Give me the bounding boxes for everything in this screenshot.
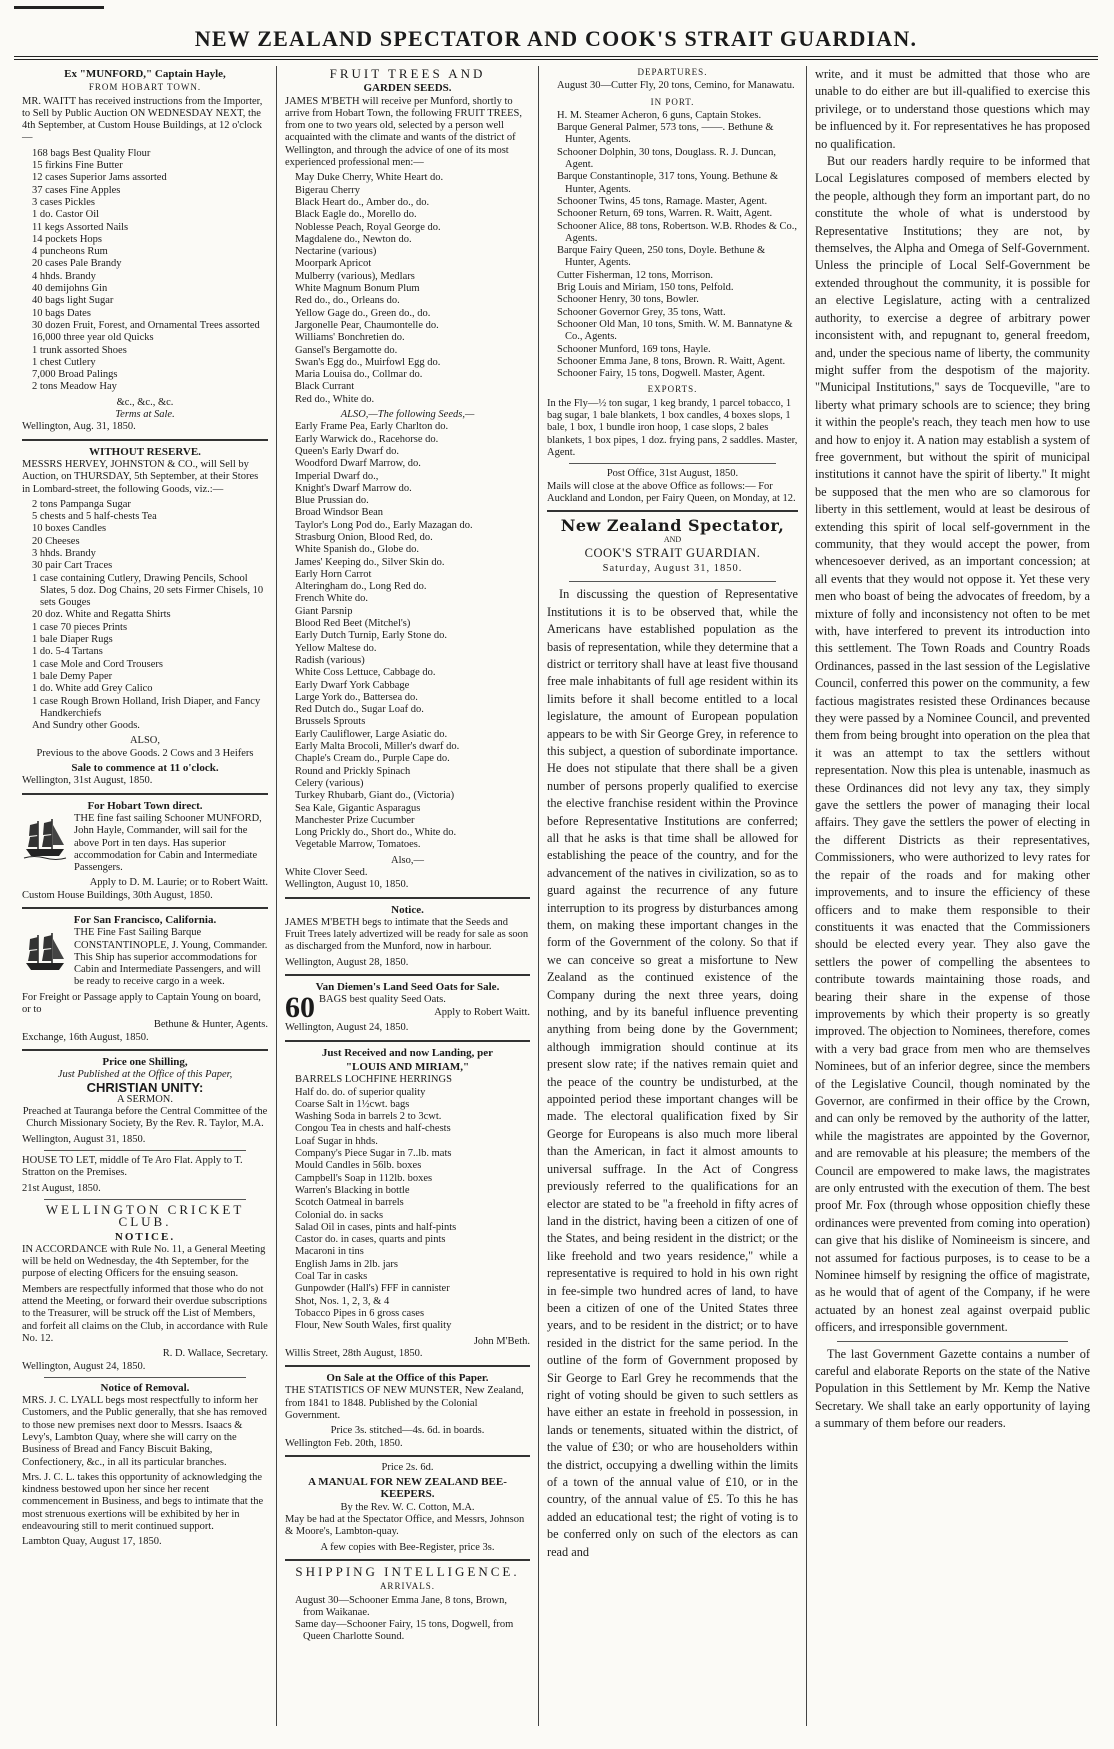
list-item: Brussels Sprouts (295, 716, 366, 728)
list-item: Blood Red Beet (Mitchel's) (295, 618, 411, 630)
divider (285, 1559, 530, 1561)
sailing-ship-icon (22, 815, 68, 861)
list-item: Loaf Sugar in hhds. (295, 1135, 378, 1147)
list-item: Long Prickly do., Short do., White do. (295, 827, 457, 839)
divider (22, 793, 268, 795)
list-item: Strasburg Onion, Blood Red, do. (295, 531, 433, 543)
list-item: Taylor's Long Pod do., Early Mazagan do. (295, 519, 473, 531)
list-item: Woodford Dwarf Marrow, do. (295, 458, 421, 470)
list-item: Williams' Bonchretien do. (295, 332, 405, 344)
author-line: By the Rev. W. C. Cotton, M.A. (340, 1501, 475, 1513)
san-francisco-ad (22, 914, 268, 1044)
list-item: 37 cases Fine Apples (32, 184, 121, 196)
list-item: 10 bags Dates (32, 307, 91, 319)
list-item: Shot, Nos. 1, 2, 3, & 4 (295, 1295, 390, 1307)
list-item: Schooner Twins, 45 tons, Ramage. Master, Agent. (557, 195, 768, 207)
list-item: 1 case containing Cutlery, Drawing Pencils, School Slates, 5 doz. Dog Chains, 20 sets Firmer Chisels, 10 sets Gouges (32, 572, 264, 609)
notice-heading: NOTICE. (114, 1230, 176, 1243)
ad-place: Custom House Buildings, 30th August, 1850. (22, 889, 213, 901)
bee-keepers-ad (285, 1462, 530, 1554)
christian-unity-ad (22, 1056, 268, 1146)
list-item: Campbell's Soap in 112lb. boxes (295, 1172, 433, 1184)
ad-text: JAMES M'BETH begs to intimate that the Seeds and Fruit Trees lately advertized will be ready for sale as soon as discharged from the Munford, now in harbour. (285, 916, 529, 953)
list-item: Round and Prickly Spinach (295, 765, 411, 777)
list-item: 3 hhds. Brandy (32, 547, 96, 559)
ad-title: Just Received and now Landing, per (321, 1046, 494, 1059)
list-item: 7,000 Broad Palings (32, 369, 118, 381)
divider (285, 1455, 530, 1457)
list-item: 5 chests and 5 half-chests Tea (32, 511, 157, 523)
also-heading: Also,— (391, 854, 424, 866)
ad-date: Exchange, 16th August, 1850. (22, 1031, 149, 1043)
seed-list (295, 421, 530, 851)
ad-title: Notice of Removal. (100, 1381, 190, 1394)
fruit-trees-ad (285, 68, 530, 892)
list-item: Half do. do. of superior quality (295, 1086, 426, 1098)
price-line: Price 3s. stitched—4s. 6d. in boards. (330, 1425, 485, 1437)
list-item: Early Dwarf York Cabbage (295, 679, 410, 691)
list-item: Colonial do. in sacks (295, 1209, 384, 1221)
list-item: Moorpark Apricot (295, 258, 372, 270)
divider (285, 1365, 530, 1367)
list-item: Vegetable Marrow, Tomatoes. (295, 839, 421, 851)
list-item: 3 cases Pickles (32, 196, 95, 208)
list-item: James' Keeping do., Silver Skin do. (295, 556, 445, 568)
ad-text: THE Fine Fast Sailing Barque CONSTANTINOPLE, J. Young, Commander. This Ship has superior accommodations for Cabin and Intermediate Passengers, and will be ready to receive cargo in a week. (74, 927, 268, 988)
list-item: Black Eagle do., Morello do. (295, 209, 417, 221)
list-item: Noblesse Peach, Royal George do. (295, 221, 441, 233)
list-item: Imperial Dwarf do., (295, 470, 379, 482)
list-item: Schooner Henry, 30 tons, Bowler. (557, 294, 699, 306)
ad-date: Wellington, Aug. 31, 1850. (22, 421, 136, 433)
tree-list (295, 172, 530, 406)
statistics-ad (285, 1372, 530, 1450)
mails-text: Mails will close at the above Office as follows:— For Auckland and London, per Fairy Queen, on Monday, at 12. (547, 480, 796, 504)
ad-title: Van Diemen's Land Seed Oats for Sale. (315, 981, 500, 994)
list-item: Red do., do., Orleans do. (295, 295, 400, 307)
house-to-let-ad (22, 1155, 268, 1195)
ad-title: A MANUAL FOR NEW ZEALAND BEE-KEEPERS. (308, 1476, 507, 1501)
list-item: White Magnum Bonum Plum (295, 283, 420, 295)
list-item: 10 boxes Candles (32, 523, 107, 535)
list-item: 20 doz. White and Regatta Shirts (32, 609, 171, 621)
list-item: Salad Oil in cases, pints and half-pints (295, 1221, 457, 1233)
ad-text: HOUSE TO LET, middle of Te Aro Flat. Apply to T. Stratton on the Premises. (22, 1155, 243, 1179)
masthead-rule (14, 56, 1098, 60)
list-item: Red do., White do. (295, 393, 375, 405)
list-item: Chaple's Cream do., Purple Cape do. (295, 753, 450, 765)
list-item: Maria Louisa do., Collmar do. (295, 369, 423, 381)
item-list (32, 499, 268, 733)
arrivals-list (295, 1595, 530, 1644)
list-item: Schooner Dolphin, 30 tons, Douglass. R. J. Duncan, Agent. (557, 146, 777, 171)
list-item: Yellow Maltese do. (295, 642, 377, 654)
list-item: 1 case Rough Brown Holland, Irish Diaper, and Fancy Handkerchiefs (32, 695, 261, 719)
list-item: 168 bags Best Quality Flour (32, 147, 151, 159)
divider (44, 1199, 246, 1200)
agents-line: Bethune & Hunter, Agents. (153, 1019, 268, 1031)
column-3 (538, 66, 806, 1726)
exports-text: In the Fly—½ ton sugar, 1 keg brandy, 1 parcel tobacco, 1 bag sugar, 1 bale blankets, 1 box candles, 4 boxes slops, 1 bale, 1 box, 1 bundle iron hoop, 1 case slops, 2 bales blankets, 1 box pipes, 1 doz. frying pans, 2 saddles. Master, Agent. (547, 397, 798, 458)
list-item: Macaroni in tins (295, 1246, 364, 1258)
masthead: NEW ZEALAND SPECTATOR AND COOK'S STRAIT GUARDIAN. (194, 26, 918, 51)
list-item: 30 pair Cart Traces (32, 560, 113, 572)
list-item: Schooner Fairy, 15 tons, Dogwell. Master, Agent. (557, 368, 765, 380)
ad-text: THE STATISTICS OF NEW MUNSTER, New Zealand, from 1841 to 1848. Published by the Colonial Government. (285, 1385, 524, 1421)
ad-text: BAGS best quality Seed Oats. (319, 994, 446, 1006)
list-item: 30 dozen Fruit, Forest, and Ornamental Trees assorted (32, 319, 260, 331)
list-item: 2 tons Pampanga Sugar (32, 498, 131, 510)
ad-title: Notice. (391, 903, 424, 916)
list-item: Black Currant (295, 381, 355, 393)
ad-text: MRS. J. C. LYALL begs most respectfully to inform her Customers, and the Public generally, that she has removed to those new premises next door to Messrs. Isaacs & Levy's, Lambton Quay, where she will carry on the Business of Bread and Fancy Biscuit Baking, Confectionery, &c., in all its particular branches. (22, 1395, 267, 1468)
column-2 (276, 66, 538, 1726)
list-item: August 30—Cutter Fly, 20 tons, Cemino, for Manawatu. (557, 80, 795, 92)
list-item: Schooner Alice, 88 tons, Robertson. W.B. Rhodes & Co., Agents. (557, 220, 798, 244)
hobart-town-ad (22, 800, 268, 902)
list-item: Coarse Salt in 1½cwt. bags (295, 1098, 410, 1110)
divider (547, 510, 798, 512)
list-item: Alteringham do., Long Red do. (295, 581, 427, 593)
ad-title: On Sale at the Office of this Paper. (326, 1372, 489, 1385)
sale-time: Sale to commence at 11 o'clock. (71, 762, 219, 775)
bag-count: 60 (285, 991, 315, 1025)
divider (285, 974, 530, 976)
list-item: 2 tons Meadow Hay (32, 381, 117, 393)
list-item: Queen's Early Dwarf do. (295, 445, 399, 457)
list-item: 1 case 70 pieces Prints (32, 621, 128, 633)
departures-list (557, 80, 798, 92)
list-item: Warren's Blacking in bottle (295, 1184, 410, 1196)
list-item: Swan's Egg do., Muirfowl Egg do. (295, 356, 441, 368)
divider (285, 897, 530, 899)
divider (44, 1377, 246, 1378)
list-item: Schooner Old Man, 10 tons, Smith. W. M. Bannatyne & Co., Agents. (557, 318, 793, 343)
divider (569, 581, 776, 582)
divider (285, 1040, 530, 1042)
list-item: Schooner Return, 69 tons, Warren. R. Waitt, Agent. (557, 208, 773, 220)
list-item: Broad Windsor Bean (295, 507, 384, 519)
apply-line: Apply to Robert Waitt. (434, 1006, 530, 1018)
list-item: Black Heart do., Amber do., do. (295, 196, 430, 208)
ad-intro: MESSRS HERVEY, JOHNSTON & CO., will Sell by Auction, on THURSDAY, 5th September, at their Stores in Lombard-street, the following Goods, viz.:— (22, 458, 259, 495)
list-item: Coal Tar in casks (295, 1271, 368, 1283)
list-item: Washing Soda in barrels 2 to 3cwt. (295, 1111, 442, 1123)
list-item: Jargonelle Pear, Chaumontelle do. (295, 319, 439, 331)
editorial-paragraph: write, and it must be admitted that those who are unable to do either are but ill-qualified to exercise this privilege, or to understand those questions which may be influenced by it. For representatives he has proposed no qualification. (815, 67, 1090, 151)
list-item: BARRELS LOCHFINE HERRINGS (295, 1074, 452, 1086)
list-item: 1 bale Diaper Rugs (32, 634, 113, 646)
ad-date: 21st August, 1850. (22, 1182, 101, 1194)
ad-subtitle: FROM HOBART TOWN. (88, 82, 202, 93)
list-item: Scotch Oatmeal in barrels (295, 1197, 404, 1209)
ad-title: CHRISTIAN UNITY: (86, 1079, 204, 1095)
list-item: 11 kegs Assorted Nails (32, 221, 129, 233)
guardian-title: COOK'S STRAIT GUARDIAN. (584, 545, 761, 560)
shipping-intelligence (285, 1563, 530, 1644)
ad-date: Wellington Feb. 20th, 1850. (285, 1437, 403, 1449)
ad-title: WELLINGTON CRICKET CLUB. (45, 1201, 245, 1230)
section-title: SHIPPING INTELLIGENCE. (295, 1563, 520, 1579)
divider (22, 439, 268, 441)
ad-date: Wellington, August 31, 1850. (22, 1133, 146, 1145)
price-line: Price one Shilling, (102, 1055, 188, 1068)
divider (569, 463, 776, 464)
list-item: Magdalene do., Newton do. (295, 233, 412, 245)
divider (837, 1341, 1068, 1342)
arrivals-heading: ARRIVALS. (379, 1581, 436, 1592)
list-item: Mulberry (various), Medlars (295, 270, 415, 282)
list-item: 1 do. 5-4 Tartans (32, 646, 103, 658)
list-item: Nectarine (various) (295, 246, 377, 258)
list-item: Red Dutch do., Sugar Loaf do. (295, 704, 424, 716)
editorial-continued (815, 66, 1090, 1433)
in-port-list (557, 110, 798, 381)
list-item: Celery (various) (295, 777, 364, 789)
ad-title: FRUIT TREES AND (329, 66, 486, 81)
ad-title: Ex "MUNFORD," Captain Hayle, (64, 68, 226, 80)
ad-text: THE fine fast sailing Schooner MUNFORD, John Hayle, Commander, will sail for the above Port in ten days. Has superior accommodation for Cabin and Intermediate Passengers. (74, 812, 262, 874)
munford-auction-ad (22, 68, 268, 434)
price-line: Price 2s. 6d. (381, 1461, 434, 1473)
exports-heading: EXPORTS. (647, 384, 698, 395)
etc-line: &c., &c., &c. (116, 396, 174, 408)
in-port-heading: IN PORT. (650, 96, 695, 107)
ad-date: Wellington, August 10, 1850. (285, 879, 409, 891)
ad-text: Preached at Tauranga before the Central Committee of the Church Missionary Society, By the Rev. R. Taylor, M.A. (22, 1106, 268, 1130)
editorial (547, 586, 798, 1561)
column-4 (806, 66, 1098, 1726)
ad-date: Wellington, August 24, 1850. (285, 1022, 409, 1034)
list-item: Manchester Prize Cucumber (295, 814, 415, 826)
list-item: 12 cases Superior Jams assorted (32, 172, 167, 184)
list-item: 1 do. White add Grey Calico (32, 683, 153, 695)
list-item: Brig Louis and Miriam, 150 tons, Pelfold. (557, 282, 734, 294)
divider (22, 1049, 268, 1051)
ad-date: Wellington, August 28, 1850. (285, 956, 409, 968)
cricket-club-ad (22, 1201, 268, 1373)
list-item: Early Cauliflower, Large Asiatic do. (295, 728, 448, 740)
louis-miriam-ad (285, 1047, 530, 1360)
ad-title: For San Francisco, California. (73, 914, 217, 926)
list-item: August 30—Schooner Emma Jane, 8 tons, Brown, from Waikanae. (295, 1594, 508, 1618)
ad-text: Members are respectfully informed that those who do not attend the Meeting, or forward their overdue subscriptions to the Treasurer, will be struck off the List of Members, and forfeit all claims on the Club, in accordance with Rule No. 12. (22, 1283, 268, 1344)
list-item: Giant Parsnip (295, 605, 353, 617)
sailing-ship-icon (22, 929, 68, 975)
list-item: Company's Piece Sugar in 7..lb. mats (295, 1148, 452, 1160)
list-item: Barque Constantinople, 317 tons, Young. Bethune & Hunter, Agents. (557, 171, 779, 195)
ad-subtitle: A SERMON. (116, 1093, 173, 1105)
list-item: White Coss Lettuce, Cabbage do. (295, 667, 436, 679)
ad-date: Willis Street, 28th August, 1850. (285, 1347, 423, 1359)
list-item: 16,000 three year old Quicks (32, 332, 154, 344)
ship-name: "LOUIS AND MIRIAM," (345, 1060, 470, 1073)
freight-line: For Freight or Passage apply to Captain Young on board, or to (22, 991, 261, 1016)
list-item: Knight's Dwarf Marrow do. (295, 482, 412, 494)
ad-intro: MR. WAITT has received instructions from the Importer, to Sell by Public Auction ON WEDNESDAY NEXT, the 4th September, at Custom House Buildings, at 12 o'clock— (22, 95, 263, 144)
seeds-heading: ALSO,—The following Seeds,— (340, 409, 475, 421)
clover-line: White Clover Seed. (285, 867, 368, 878)
paper-title: New Zealand Spectator, (560, 516, 785, 536)
ad-intro: JAMES M'BETH will receive per Munford, shortly to arrive from Hobart Town, the following FRUIT TREES, from one to two years old, selected by a person well acquainted with the climate and wants of the district of Wellington, and through the advice of one of its most experienced professional men:— (285, 95, 522, 169)
removal-ad (22, 1382, 268, 1549)
top-corner-rule (14, 6, 104, 9)
list-item: 14 pockets Hops (32, 233, 102, 245)
list-item: 1 chest Cutlery (32, 356, 96, 368)
and-line: AND (663, 535, 682, 545)
item-list (32, 148, 268, 394)
list-item: 1 do. Castor Oil (32, 209, 100, 221)
divider (22, 907, 268, 909)
ad-title: WITHOUT RESERVE. (89, 445, 201, 458)
list-item: 20 Cheeses (32, 535, 80, 547)
list-item: And Sundry other Goods. (32, 720, 140, 732)
list-item: Blue Prussian do. (295, 495, 369, 507)
list-item: May Duke Cherry, White Heart do. (295, 172, 444, 184)
signature: John M'Beth. (473, 1335, 530, 1347)
item-list (295, 1074, 530, 1332)
ad-text: May be had at the Spectator Office, and Messrs, Johnson & Moore's, Lambton-quay. (285, 1514, 525, 1538)
list-item: Castor do. in cases, quarts and pints (295, 1234, 446, 1246)
gazette-paragraph: The last Government Gazette contains a number of careful and elaborate Reports on the state of the Native Population in this Settlement by Mr. Kemp the Native Secretary. We shall take an early opportunity of laying a summary of them before our readers. (815, 1346, 1090, 1431)
list-item: Radish (various) (295, 654, 365, 666)
list-item: 40 bags light Sugar (32, 295, 114, 307)
ad-title: For Hobart Town direct. (87, 799, 203, 812)
ad-text: Mrs. J. C. L. takes this opportunity of acknowledging the kindness bestowed upon her since her recent commencement in Business, and begs to intimate that the most strenuous exertions will be exhibited by her in endeavouring still to merit continued support. (22, 1471, 264, 1533)
list-item: Sea Kale, Gigantic Asparagus (295, 802, 421, 814)
ad-text: IN ACCORDANCE with Rule No. 11, a General Meeting will be held on Wednesday, the 4th September, for the purpose of electing Officers for the ensuing season. (22, 1243, 266, 1280)
departures-heading: DEPARTURES. (637, 67, 708, 77)
seed-oats-ad (285, 981, 530, 1035)
ad-date: Wellington, August 24, 1850. (22, 1360, 146, 1372)
editorial-paragraph: But our readers hardly require to be informed that Local Legislatures composed of members elected by the people, although they form an important part, do no constitute the whole of what is understood by Representative Institutions; they are not, by themselves, the Alpha and Omega of Self-Government. Unless the principle of Local Self-Government be extended throughout the community, it is possible for an elective Legislature, acting with a centralized authority, to exercise a degree of arbitrary power inconsistent with, and repugnant to, general freedom, and, under the specious name of liberty, the community might suffer from the despotism of the majority. "Municipal Institutions," says de Tocqueville, "are to liberty what primary schools are to science; they bring it within the people's reach, they teach men how to use and how to enjoy it. A nation may establish a system of free government, but without the spirit of municipal institutions it cannot have the spirit of liberty." It might be supposed that the men who are so clamorous for liberty in this settlement, would at least be desirous of extending this spirit of local self-government in the community, that they would accept the power, from whencesoever derived, as an important concession; at all events that they would not oppose it. Yet these very men who boast of being the advocates of freedom, by a mixture of folly and inconsistency not often to be met with, have interfered to prevent its introduction into this settlement. The Town Roads and Country Roads Ordinances, passed in the last session of the Legislative Council, conferred this power on the community, a few factious magistrates resisted these Ordinances because they were passed by a Nominee Council, and prevented them from being brought into operation on the plea that it was an attempt to tax the settlers without representation. Now this plea is untenable, inasmuch as these Ordinances did not levy any tax, they simply gave the settlers the power of managing their local affairs. They gave the settlers the power of electing in the different Districts as their representatives, Commissioners, who were authorized to levy rates for the repair of the roads and for making other improvements, and to insure the efficiency of these officers and to make them responsible to their constituents it was enacted that the Commissioners should be elected every year. They also gave the settlers the power of compelling the absentees to contribute towards maintaining those roads, and bearing their share in the expense of those improvements by which their property is so greatly improved. The objection to Nominees, therefore, comes with a very bad grace from men who are themselves Nominees, but of an inferior degree, since the members of the Legislative Council, though nominated by the Governor, are confirmed in their office by the Crown, and can only be removed by the authority of the latter, while the magistrates are appointed by the Governor, and are removable at his pleasure; the members of the Council are empowered to make laws, the magistrates are only entrusted with the execution of them. The best proof Mr. Fox (through whose opposition chiefly these ordinances were prevented from coming into operation) can give that his dislike of Nomineeism is sincere, and not assumed for factious purposes, is to cease to be a Nominee himself by resigning the office of magistrate, as he would that of agent of the Company, if he were actuated by an honest zeal against overpaid public officers, and irresponsible government. (815, 154, 1090, 1335)
list-item: Gansel's Bergamotte do. (295, 344, 398, 356)
list-item: Schooner Munford, 169 tons, Hayle. (557, 343, 711, 355)
ad-date: Lambton Quay, August 17, 1850. (22, 1536, 162, 1548)
list-item: Barque Fairy Queen, 250 tons, Doyle. Bethune & Hunter, Agents. (557, 245, 766, 269)
list-item: Early Malta Brocoli, Miller's dwarf do. (295, 741, 460, 753)
list-item: Early Frame Pea, Early Charlton do. (295, 421, 449, 433)
list-item: 15 firkins Fine Butter (32, 160, 123, 172)
signature: R. D. Wallace, Secretary. (162, 1348, 268, 1360)
ad-date: Wellington, 31st August, 1850. (22, 775, 153, 787)
list-item: 4 hhds. Brandy (32, 270, 96, 282)
list-item: Early Dutch Turnip, Early Stone do. (295, 630, 447, 642)
list-item: Tobacco Pipes in 6 gross cases (295, 1307, 425, 1319)
published-line: Just Published at the Office of this Paper, (57, 1069, 233, 1081)
list-item: English Jams in 2lb. jars (295, 1258, 398, 1270)
list-item: Gunpowder (Hall's) FFF in cannister (295, 1283, 450, 1295)
list-item: Schooner Emma Jane, 8 tons, Brown. R. Waitt, Agent. (557, 355, 786, 367)
terms-line: Terms at Sale. (115, 409, 175, 421)
ad-title-2: GARDEN SEEDS. (363, 82, 452, 95)
list-item: 4 puncheons Rum (32, 246, 108, 258)
list-item: 40 demijohns Gin (32, 283, 108, 295)
list-item: Congou Tea in chests and half-chests (295, 1123, 451, 1135)
columns (14, 66, 1098, 1726)
list-item: 20 cases Pale Brandy (32, 258, 122, 270)
list-item: H. M. Steamer Acheron, 6 guns, Captain Stokes. (557, 109, 762, 121)
editorial-paragraph: In discussing the question of Representative Institutions it is to be observed that, while the Americans have established population as the basis of representation, while they determine that a district or territory shall have at least five thousand free male inhabitants of full age resident within its limits before it shall become entitled to a local legislature, the amount of European population appears to be with Sir George Grey, in reference to this subject, a question of subordinate importance. He does not stipulate that there shall be a given number of persons properly qualified to exercise the elective franchise resident within the Province before Representative Institutions are conferred; all that he asks is that time shall be allowed for establishing the peace of the country, and for the advancement of the natives in civilization, so as to guard against the recurrence of any future interruption to its progress by disturbances among them, on making these important changes in the form of the Government of the colony. So that if we can conceive so great a misfortune to New Zealand as the continued existence of the Company during the next three years, doing nothing, and by its baneful influence preventing anything from being done by the Government; although immigration should continue at its present slow rate; if the natives remain quiet and the peace of the country be undisturbed, at the appointed period these important changes will be made. The electoral qualification fixed by Sir George for Europeans is also much more liberal than the American, in fact it almost amounts to universal suffrage. In the Act of Congress previously referred to the qualifications for an elector are stated to be "a freehold in fifty acres of land in the district, having been a citizen of one of the States, and being resident in the district; or the like freehold and two years residence," while a representative is required to hold in his own right in fee-simple two hundred acres of land, to have been a citizen of one of the United States three years, and to be resident in the district; or to have resided in the district for the same period. In the outline of the form of Government proposed by Sir George to Earl Grey he recommends that the right of voting should be given to such settlers as have either an estate in freehold in possession, in lands or tenements, situated within the district, of the value of £30; or who are householders within the district, occupying a dwelling within the limits of a town of the annual value of £10, or in the country, of the annual value of £5. To this he has added an educational test; the right of voting is to be conferred only on such of the electors as can read and (547, 587, 798, 1559)
issue-date: Saturday, August 31, 1850. (602, 562, 743, 574)
also-text: Previous to the above Goods. 2 Cows and 3 Heifers (36, 747, 254, 759)
list-item: Turkey Rhubarb, Giant do., (Victoria) (295, 790, 455, 802)
without-reserve-ad (22, 446, 268, 788)
list-item: White Spanish do., Globe do. (295, 544, 419, 556)
list-item: Cutter Fisherman, 12 tons, Morrison. (557, 269, 714, 281)
list-item: Early Horn Carrot (295, 568, 372, 580)
list-item: Flour, New South Wales, first quality (295, 1320, 452, 1332)
post-office-line: Post Office, 31st August, 1850. (606, 468, 739, 480)
list-item: 1 bale Demy Paper (32, 670, 113, 682)
list-item: Large York do., Battersea do. (295, 691, 418, 703)
also-heading: ALSO, (129, 735, 161, 747)
list-item: Schooner Governor Grey, 35 tons, Watt. (557, 306, 726, 318)
apply-line: Apply to D. M. Laurie; or to Robert Waitt. (89, 877, 268, 889)
list-item: Yellow Gage do., Green do., do. (295, 307, 431, 319)
list-item: 1 trunk assorted Shoes (32, 344, 127, 356)
list-item: Mould Candles in 56lb. boxes (295, 1160, 422, 1172)
mbeth-notice-ad (285, 904, 530, 969)
divider (44, 1150, 246, 1151)
copies-line: A few copies with Bee-Register, price 3s. (320, 1541, 495, 1553)
list-item: French White do. (295, 593, 368, 605)
list-item: Barque General Palmer, 573 tons, ——. Bethune & Hunter, Agents. (557, 122, 774, 146)
list-item: Early Warwick do., Racehorse do. (295, 433, 439, 445)
list-item: Bigerau Cherry (295, 184, 361, 196)
list-item: Same day—Schooner Fairy, 15 tons, Dogwell, from Queen Charlotte Sound. (295, 1619, 514, 1643)
list-item: 1 case Mole and Cord Trousers (32, 658, 163, 670)
column-1 (14, 66, 276, 1726)
